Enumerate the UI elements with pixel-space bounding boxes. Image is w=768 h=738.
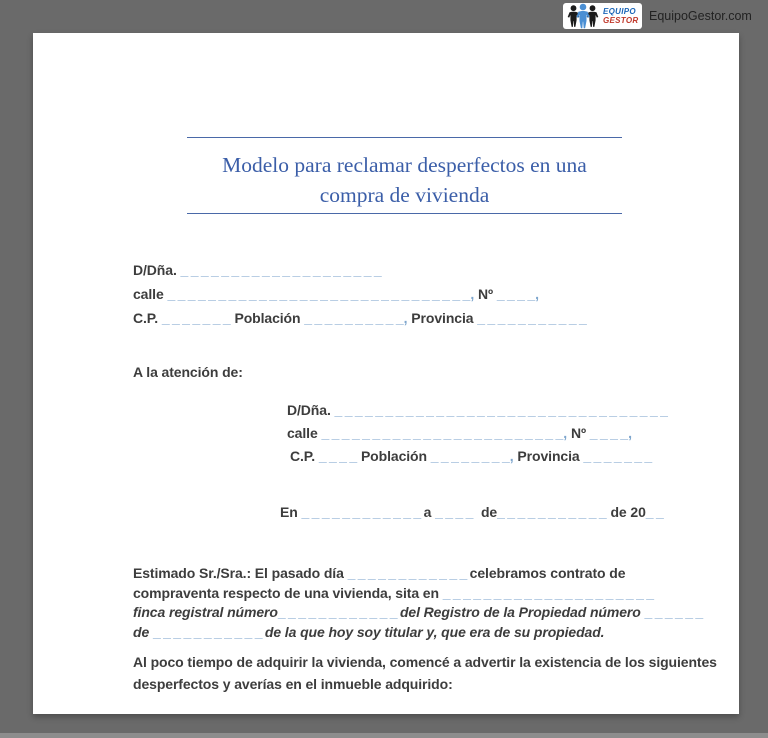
sender-provincia-blank: _ _ _ _ _ _ _ _ _ _ _ [477,310,587,326]
title-rule-bottom [187,213,622,214]
recipient-number-blank: _ _ _ _, [589,425,632,441]
sender-city-line [133,310,587,326]
sender-poblacion-blank: _ _ _ _ _ _ _ _ _ _, [304,310,408,326]
sender-name-line [133,262,382,278]
ownership-text: de la que hoy soy titular y, que era de su propiedad. [264,624,605,640]
next-page-edge [0,733,768,738]
recipient-name-line [287,402,668,418]
recipient-street-blank: _ _ _ _ _ _ _ _ _ _ _ _ _ _ _ _ _ _ _ _ _ _ _ _, [321,425,568,441]
body-paragraph-line-2 [133,585,654,601]
contract-text: celebramos contrato de [469,565,626,581]
sender-provincia-label: Provincia [407,310,478,326]
registry-office-blank: _ _ _ _ _ _ [644,604,704,620]
recipient-poblacion-blank: _ _ _ _ _ _ _ _, [430,448,514,464]
sender-number-label: Nº [474,286,497,302]
registry-city-blank: _ _ _ _ _ _ _ _ _ _ _ [152,624,265,640]
date-a-label: a [423,504,436,520]
date-de-label: de [473,504,498,520]
logo-wordmark [603,7,638,25]
attention-heading: A la atención de: [133,364,243,380]
logo-text-gestor: GESTOR [603,16,639,25]
date-en-label: En [280,504,302,520]
sender-number-blank: _ _ _ _, [496,286,540,302]
recipient-street-line [287,425,632,441]
date-year-blank: _ _ [645,504,664,520]
recipient-cp-blank: _ _ _ _ [318,448,358,464]
title-line-2: compra de vivienda [319,183,490,207]
greeting-text: Estimado Sr./Sra.: El pasado día [133,565,348,581]
registry-number-blank: _ _ _ _ _ _ _ _ _ _ _ _ [277,604,400,620]
sender-street-label: calle [133,286,168,302]
recipient-name-blank: _ _ _ _ _ _ _ _ _ _ _ _ _ _ _ _ _ _ _ _ _ _ _ _ _ _ _ _ _ _ _ _ _ [334,402,668,418]
registry-number-text: finca registral número [133,604,278,620]
place-date-line [280,504,664,520]
sender-poblacion-label: Población [230,310,305,326]
sender-name-blank: _ _ _ _ _ _ _ _ _ _ _ _ _ _ _ _ _ _ _ _ [180,262,382,278]
property-text: compraventa respecto de una vivienda, sita en [133,585,443,601]
recipient-number-label: Nº [567,425,590,441]
sender-cp-blank: _ _ _ _ _ _ _ [161,310,231,326]
logo-text-equipo: EQUIPO [603,7,636,16]
sender-name-label: D/Dña. [133,262,181,278]
recipient-city-line [290,448,652,464]
date-month-blank: _ _ _ _ _ _ _ _ _ _ _ [497,504,607,520]
recipient-cp-label: C.P. [290,448,319,464]
body-paragraph-line-1 [133,565,625,581]
date-day-blank: _ _ _ _ [435,504,474,520]
document-page [33,33,739,714]
recipient-provincia-blank: _ _ _ _ _ _ _ [583,448,653,464]
document-title [187,150,622,210]
defects-paragraph-line-2: desperfectos y averías en el inmueble adquirido: [133,676,453,692]
registry-office-text: del Registro de la Propiedad número [399,604,645,620]
title-line-1: Modelo para reclamar desperfectos en una [222,153,587,177]
sender-street-line [133,286,539,302]
recipient-name-label: D/Dña. [287,402,335,418]
people-icon [566,3,600,29]
body-paragraph-line-3 [133,604,703,620]
date-place-blank: _ _ _ _ _ _ _ _ _ _ _ _ [301,504,424,520]
date-year-label: de 20 [606,504,646,520]
recipient-street-label: calle [287,425,322,441]
equipogestor-logo[interactable] [563,3,642,29]
defects-paragraph-line-1: Al poco tiempo de adquirir la vivienda, comencé a advertir la existencia de los siguientes [133,654,717,670]
title-rule-top [187,137,622,138]
property-address-blank: _ _ _ _ _ _ _ _ _ _ _ _ _ _ _ _ _ _ _ _ _ [442,585,655,601]
recipient-provincia-label: Provincia [513,448,584,464]
site-name[interactable]: EquipoGestor.com [649,9,752,23]
sender-cp-label: C.P. [133,310,162,326]
body-paragraph-line-4 [133,624,604,640]
registry-city-text: de [133,624,153,640]
contract-date-blank: _ _ _ _ _ _ _ _ _ _ _ _ [347,565,470,581]
recipient-poblacion-label: Población [357,448,431,464]
sender-street-blank: _ _ _ _ _ _ _ _ _ _ _ _ _ _ _ _ _ _ _ _ _ _ _ _ _ _ _ _ _ _, [167,286,475,302]
